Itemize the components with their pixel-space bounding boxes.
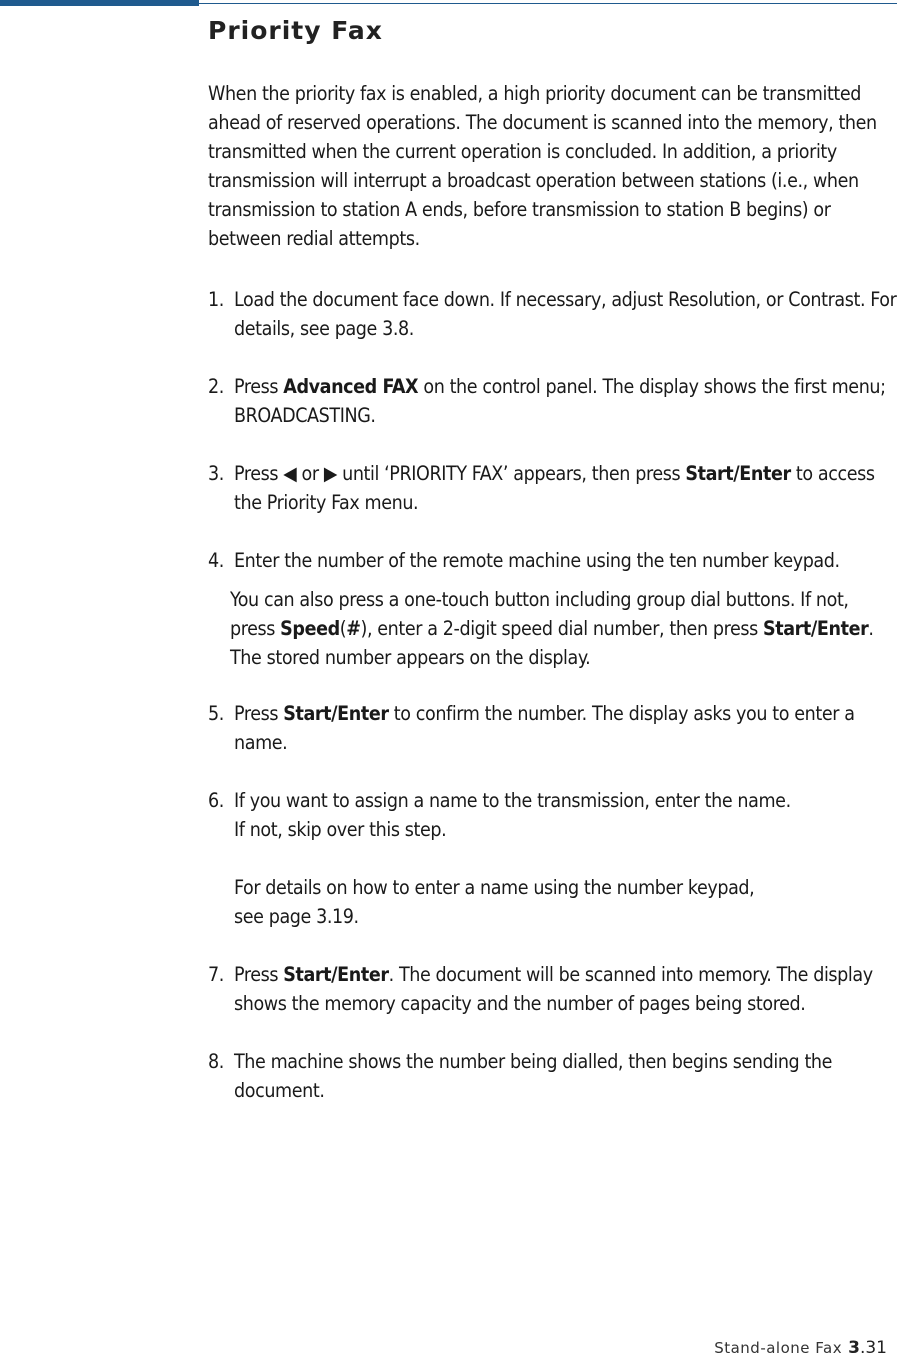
- step-detail: For details on how to enter a name using the number keypad, see page 3.19.: [234, 876, 755, 928]
- key-label: Start/Enter: [763, 617, 869, 640]
- step-5: [208, 699, 897, 757]
- step-text: If you want to assign a name to the transmission, enter the name. If not, skip over this step.: [234, 789, 791, 841]
- header-rule-thin: [199, 3, 897, 4]
- section-name: Stand-alone Fax: [714, 1339, 843, 1357]
- step-number: 1.: [208, 288, 224, 311]
- step-1: [208, 285, 897, 343]
- step-text: Press Advanced FAX on the control panel. The display shows the first menu; BROADCASTING.: [234, 375, 886, 427]
- step-text: The machine shows the number being dialled, then begins sending the document.: [234, 1050, 833, 1102]
- step-text: Press Start/Enter. The document will be scanned into memory. The display shows the memory capacity and the number of pages being stored.: [234, 963, 873, 1015]
- header-rule-thick: [0, 0, 199, 6]
- page-content: [208, 79, 897, 1134]
- key-label: Start/Enter: [283, 963, 389, 986]
- step-number: 2.: [208, 375, 224, 398]
- step-number: 4.: [208, 549, 224, 572]
- step-6: [208, 786, 897, 931]
- step-number: 7.: [208, 963, 224, 986]
- key-label: Advanced FAX: [283, 375, 419, 398]
- key-label: Speed: [280, 617, 340, 640]
- step-7: [208, 960, 897, 1018]
- page-number: 3.31: [848, 1338, 887, 1358]
- step-note: You can also press a one-touch button including group dial buttons. If not, press Speed(#), enter a 2-digit speed dial number, then press Start/Enter. The stored number appears on the display.: [230, 588, 874, 669]
- step-3: [208, 459, 897, 517]
- step-text: Press Start/Enter to confirm the number. The display asks you to enter a name.: [234, 702, 855, 754]
- step-number: 5.: [208, 702, 224, 725]
- step-text: Load the document face down. If necessary, adjust Resolution, or Contrast. For details, see page 3.8.: [234, 288, 897, 340]
- page-title: Priority Fax: [208, 16, 383, 45]
- page-footer: [714, 1338, 887, 1360]
- step-2: [208, 372, 897, 430]
- intro-paragraph: When the priority fax is enabled, a high priority document can be transmitted ahead of reserved operations. The document is scanned into the memory, then transmitted when the current operation is concluded. In addition, a priority transmission will interrupt a broadcast operation between stations (i.e., when transmission to station A ends, before transmission to station B begins) or between redial attempts.: [208, 82, 877, 250]
- step-text: Press ◀ or ▶ until ‘PRIORITY FAX’ appears, then press Start/Enter to access the Priority Fax menu.: [234, 462, 875, 514]
- key-label: Start/Enter: [283, 702, 389, 725]
- key-label: Start/Enter: [685, 462, 791, 485]
- steps-list: [208, 285, 897, 1105]
- key-label: #: [346, 617, 361, 640]
- step-4: [208, 546, 897, 672]
- step-number: 6.: [208, 789, 224, 812]
- step-number: 8.: [208, 1050, 224, 1073]
- step-number: 3.: [208, 462, 224, 485]
- step-8: [208, 1047, 897, 1105]
- step-text: Enter the number of the remote machine using the ten number keypad.: [234, 549, 840, 572]
